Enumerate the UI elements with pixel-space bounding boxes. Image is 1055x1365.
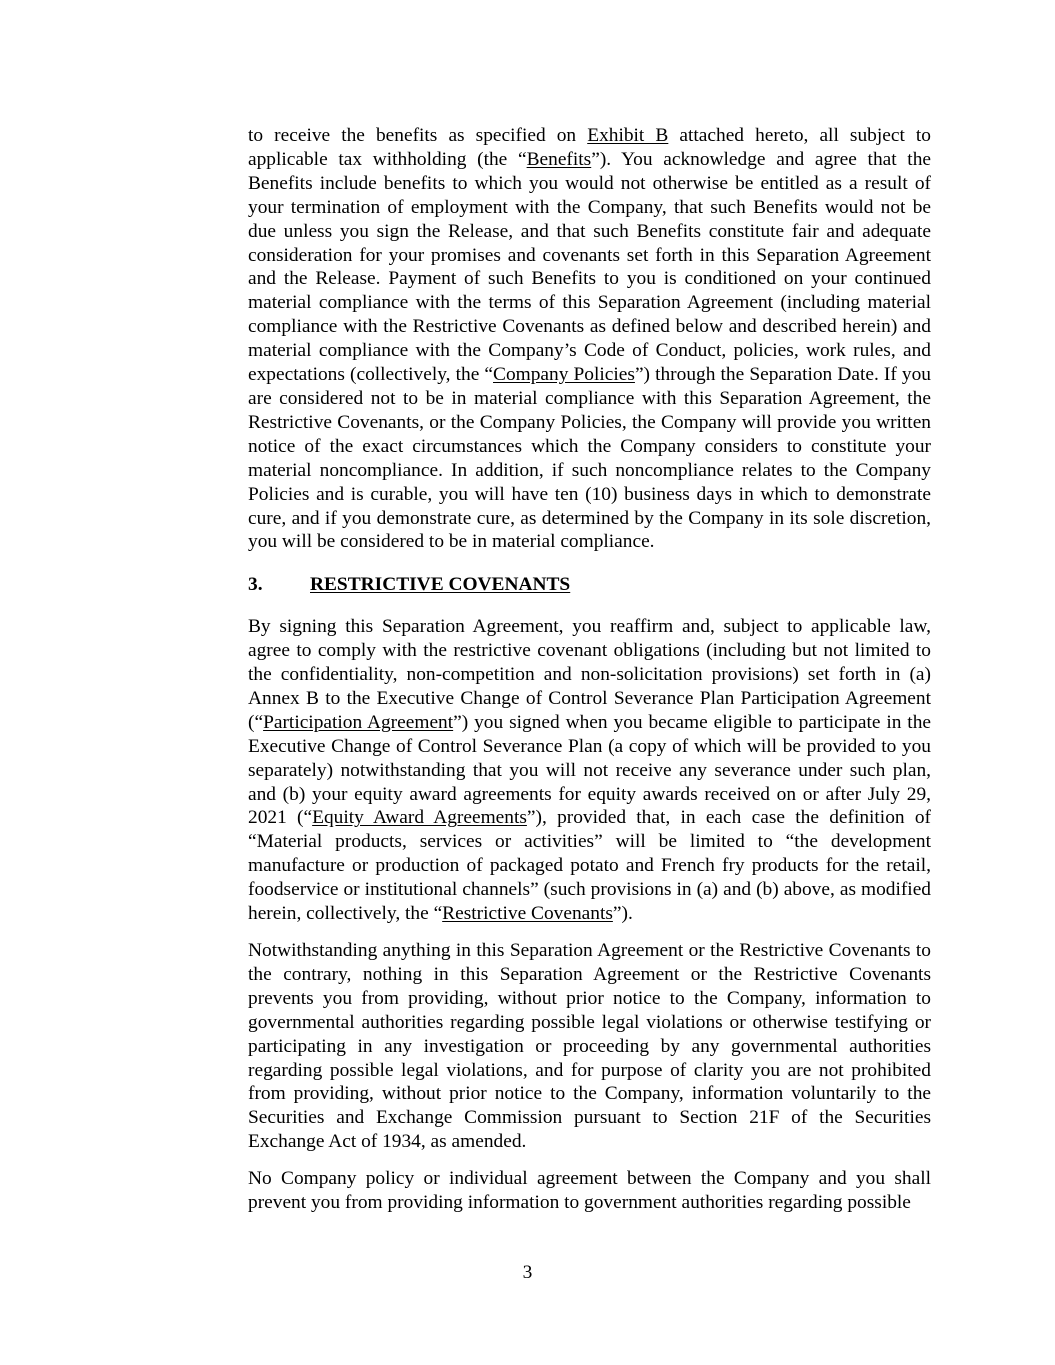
paragraph-notwithstanding: Notwithstanding anything in this Separation Agreement or the Restrictive Covenants to the contrary, nothing in this Separation Agreement or the Restrictive Covenants prevents you from providing, without prior notice to the Company, information to governmental authorities regarding possible legal violations or otherwise testifying or participating in any investigation or proceeding by any governmental authorities regarding possible legal violations, and for purpose of clarity you are not prohibited from providing, without prior notice to the Company, information voluntarily to the Securities and Exchange Commission pursuant to Section 21F of the Securities Exchange Act of 1934, as amended.: [248, 940, 931, 1153]
page-number: 3: [522, 1262, 533, 1283]
paragraph-benefits: [248, 124, 931, 554]
paragraph-restrictive-covenants: [248, 615, 931, 926]
text-run: ”) you signed when you became eligible to participate in the Executive Change of Control Severance Plan (a copy of which will be provided to you separately) notwithstanding that you will not receive any severance under such plan, and (b) your equity award agreements for equity awards received on or after July 29, 2021 (“: [248, 711, 931, 829]
paragraph-no-company-policy: No Company policy or individual agreement between the Company and you shall prevent you from providing information to government authorities regarding possible: [248, 1168, 931, 1214]
text-run: By signing this Separation Agreement, you reaffirm and, subject to applicable law, agree to comply with the restrictive covenant obligations (including but not limited to the confidentiality, non-competition and non-solicitation provisions) set forth in (a) Annex B to the Executive Change of Control Severance Plan Participation Agreement (“: [248, 616, 931, 733]
section-title: RESTRICTIVE COVENANTS: [310, 574, 571, 596]
participation-agreement-term: Participation Agreement: [263, 711, 454, 733]
text-run: ”), provided that, in each case the definition of “Material products, services or activities” will be limited to “the development manufacture or production of packaged potato and French fry products for the retail, foodservice or institutional channels” (such provisions in (a) and (b) above, as modified herein, collectively, the “: [248, 807, 932, 925]
text-run: ”). You acknowledge and agree that the Benefits include benefits to which you would not otherwise be entitled as a result of your termination of employment with the Company, that such Benefits would not be due unless you sign the Release, and that such Benefits constitute fair and adequate consideration for your promises and covenants set forth in this Separation Agreement and the Release. Payment of such Benefits to you is conditioned on your continued material compliance with the terms of this Separation Agreement (including material compliance with the Restrictive Covenants as defined below and described herein) and material compliance with the Company’s Code of Conduct, policies, work rules, and expectations (collectively, the “: [248, 148, 932, 386]
exhibit-b-term: Exhibit B: [587, 125, 669, 146]
benefits-term: Benefits: [526, 148, 592, 170]
document-page: [248, 124, 931, 1215]
text-run: to receive the benefits as specified on: [248, 125, 588, 146]
restrictive-covenants-term: Restrictive Covenants: [442, 903, 613, 925]
section-heading: [248, 573, 931, 597]
text-run: attached hereto, all subject to applicable tax withholding (the “: [248, 125, 932, 170]
text-run: ”) through the Separation Date. If you are considered not to be in material compliance with this Separation Agreement, the Restrictive Covenants, or the Company Policies, the Company will provide you written notice of the exact circumstances which the Company considers to constitute your material noncompliance. In addition, if such noncompliance relates to the Company Policies and is curable, you will have ten (10) business days in which to demonstrate cure, and if you demonstrate cure, as determined by the Company in its sole discretion, you will be considered to be in material compliance.: [248, 364, 931, 553]
section-number: 3.: [248, 574, 263, 596]
equity-award-agreements-term: Equity Award Agreements: [312, 807, 527, 829]
company-policies-term: Company Policies: [493, 364, 635, 386]
text-run: ”).: [612, 903, 633, 925]
